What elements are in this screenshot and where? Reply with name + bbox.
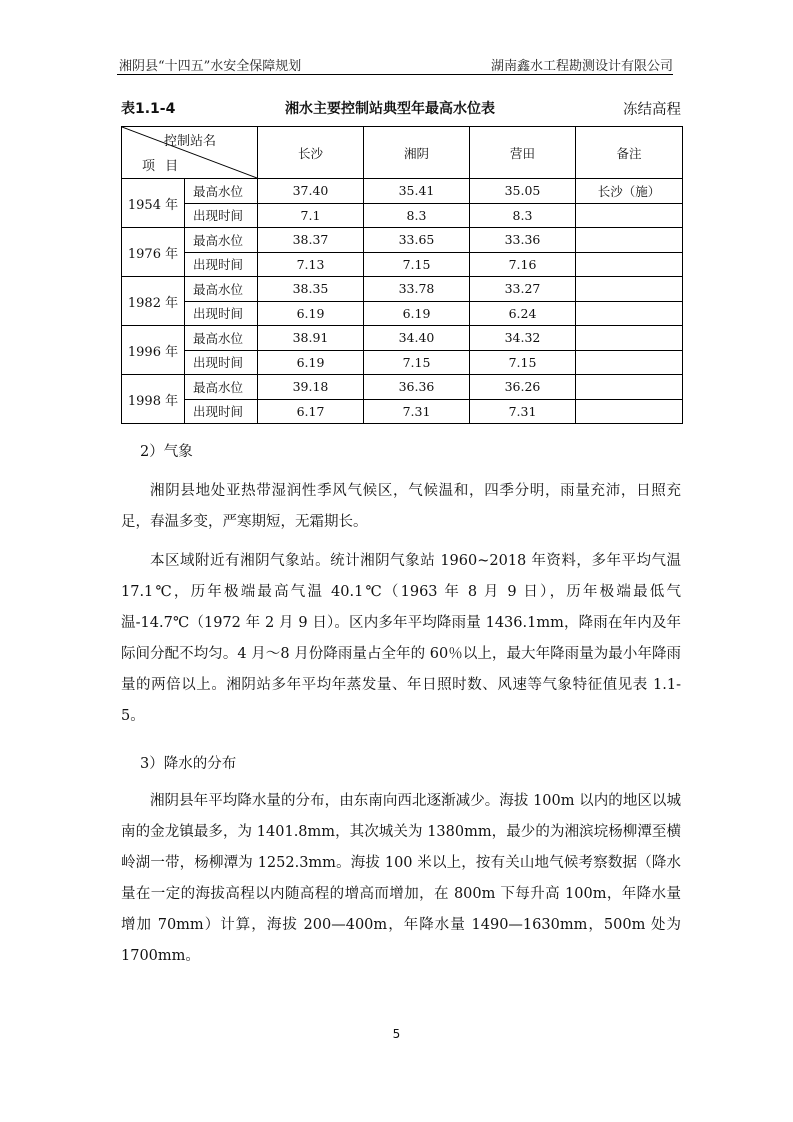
column-header: 湘阴 — [364, 127, 470, 179]
value-cell: 33.65 — [364, 228, 470, 253]
year-cell: 1996 年 — [122, 326, 185, 375]
climate-heading: 2）气象 — [140, 444, 193, 460]
table-caption — [121, 98, 681, 118]
precip-heading: 3）降水的分布 — [140, 756, 237, 772]
diag-item-label: 项 目 — [142, 159, 182, 174]
table-row — [122, 277, 683, 302]
column-header: 备注 — [576, 127, 683, 179]
value-cell: 33.78 — [364, 277, 470, 302]
value-cell: 7.15 — [364, 252, 470, 277]
year-cell: 1982 年 — [122, 277, 185, 326]
remark-cell — [576, 301, 683, 326]
value-cell: 35.05 — [470, 179, 576, 204]
table-row — [122, 203, 683, 228]
column-header: 营田 — [470, 127, 576, 179]
remark-cell — [576, 252, 683, 277]
remark-cell — [576, 326, 683, 351]
year-cell: 1954 年 — [122, 179, 185, 228]
table-row — [122, 399, 683, 424]
header-company-name: 湖南鑫水工程勘测设计有限公司 — [490, 59, 673, 74]
remark-cell — [576, 399, 683, 424]
diag-station-label: 控制站名 — [164, 134, 217, 149]
table-row — [122, 179, 683, 204]
item-label-cell: 出现时间 — [185, 350, 258, 375]
value-cell: 8.3 — [470, 203, 576, 228]
item-label-cell: 出现时间 — [185, 252, 258, 277]
value-cell: 33.36 — [470, 228, 576, 253]
year-cell: 1976 年 — [122, 228, 185, 277]
value-cell: 38.91 — [258, 326, 364, 351]
value-cell: 6.19 — [258, 350, 364, 375]
value-cell: 34.40 — [364, 326, 470, 351]
paragraph-text: 湘阴县地处亚热带湿润性季风气候区，气候温和，四季分明，雨量充沛，日照充足，春温多变，严寒期短，无霜期长。 — [121, 483, 681, 530]
remark-cell — [576, 375, 683, 400]
table-row — [122, 228, 683, 253]
value-cell: 7.15 — [364, 350, 470, 375]
climate-paragraph-2 — [121, 546, 681, 732]
value-cell: 7.13 — [258, 252, 364, 277]
paragraph-text: 本区域附近有湘阴气象站。统计湘阴气象站 1960~2018 年资料，多年平均气温 17.1℃，历年极端最高气温 40.1℃（1963 年 8 月 9 日），历年极端最低气温-14.7℃（1972 年 2 月 9 日）。区内多年平均降雨量 1436.1mm，降雨在年内及年际间分配不均匀。4 月～8 月份降雨量占全年的 60％以上，最大年降雨量为最小年降雨量的两倍以上。湘阴站多年平均年蒸发量、年日照时数、风速等气象特征值见表 1.1-5。 — [121, 553, 681, 724]
item-label-cell: 出现时间 — [185, 203, 258, 228]
precip-paragraph — [121, 786, 681, 972]
item-label-cell: 最高水位 — [185, 277, 258, 302]
value-cell: 33.27 — [470, 277, 576, 302]
value-cell: 39.18 — [258, 375, 364, 400]
value-cell: 6.24 — [470, 301, 576, 326]
column-header: 长沙 — [258, 127, 364, 179]
item-label-cell: 最高水位 — [185, 228, 258, 253]
item-label-cell: 出现时间 — [185, 301, 258, 326]
page-number: 5 — [392, 1027, 401, 1041]
value-cell: 7.1 — [258, 203, 364, 228]
table-row — [122, 350, 683, 375]
value-cell: 8.3 — [364, 203, 470, 228]
table-row — [122, 301, 683, 326]
remark-cell: 长沙（施） — [576, 179, 683, 204]
table-row — [122, 375, 683, 400]
item-label-cell: 最高水位 — [185, 326, 258, 351]
value-cell: 7.15 — [470, 350, 576, 375]
remark-cell — [576, 228, 683, 253]
header-document-title: 湘阴县“十四五”水安全保障规划 — [119, 59, 302, 74]
table-header-row — [122, 127, 683, 179]
value-cell: 38.37 — [258, 228, 364, 253]
table-row — [122, 326, 683, 351]
value-cell: 7.16 — [470, 252, 576, 277]
value-cell: 35.41 — [364, 179, 470, 204]
value-cell: 6.19 — [258, 301, 364, 326]
value-cell: 36.36 — [364, 375, 470, 400]
table-title: 湘水主要控制站典型年最高水位表 — [285, 101, 495, 117]
water-level-table — [121, 126, 683, 424]
climate-paragraph-1 — [121, 476, 681, 538]
table-number: 表1.1-4 — [121, 101, 176, 117]
value-cell: 7.31 — [470, 399, 576, 424]
value-cell: 7.31 — [364, 399, 470, 424]
item-label-cell: 最高水位 — [185, 179, 258, 204]
remark-cell — [576, 277, 683, 302]
page-header — [117, 52, 673, 75]
value-cell: 37.40 — [258, 179, 364, 204]
value-cell: 36.26 — [470, 375, 576, 400]
remark-cell — [576, 203, 683, 228]
item-label-cell: 出现时间 — [185, 399, 258, 424]
diagonal-header-cell — [122, 127, 258, 179]
remark-cell — [576, 350, 683, 375]
table-elevation-unit: 冻结高程 — [623, 102, 681, 118]
year-cell: 1998 年 — [122, 375, 185, 424]
value-cell: 34.32 — [470, 326, 576, 351]
paragraph-text: 湘阴县年平均降水量的分布，由东南向西北逐渐减少。海拔 100m 以内的地区以城南的金龙镇最多，为 1401.8mm，其次城关为 1380mm，最少的为湘滨垸杨柳潭至横岭湖一带，杨柳潭为 1252.3mm。海拔 100 米以上，按有关山地气候考察数据（降水量在一定的海拔高程以内随高程的增高而增加，在 800m 下每升高 100m，年降水量增加 70mm）计算，海拔 200—400m，年降水量 1490—1630mm，500m 处为 1700mm。 — [121, 793, 681, 964]
table-row — [122, 252, 683, 277]
value-cell: 38.35 — [258, 277, 364, 302]
value-cell: 6.19 — [364, 301, 470, 326]
value-cell: 6.17 — [258, 399, 364, 424]
item-label-cell: 最高水位 — [185, 375, 258, 400]
